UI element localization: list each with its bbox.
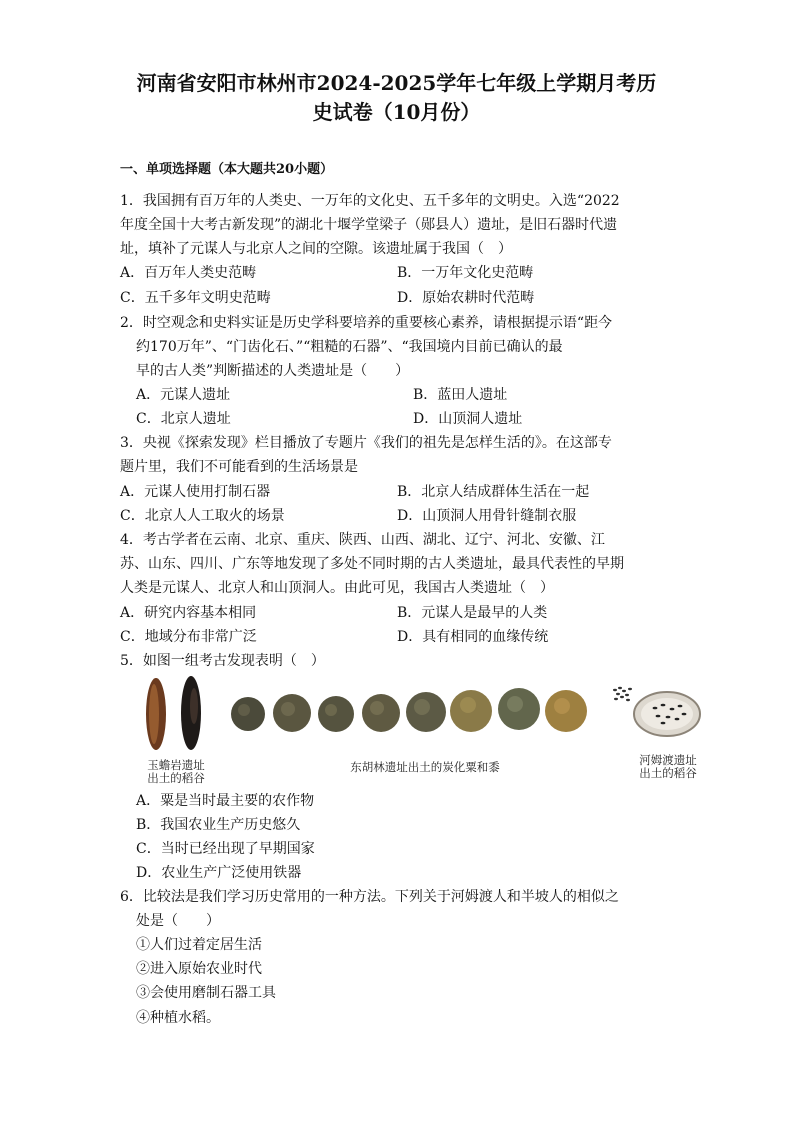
q4-option-b: B．元谋人是最早的人类 xyxy=(397,605,548,621)
q5-option-b: B．我国农业生产历史悠久 xyxy=(136,817,301,833)
q3-option-d: D．山顶洞人用骨针缝制衣服 xyxy=(397,508,577,524)
q5-option-d: D．农业生产广泛使用铁器 xyxy=(136,865,302,881)
q1-option-a: A．百万年人类史范畴 xyxy=(120,265,257,281)
q4-text-2: 苏、山东、四川、广东等地发现了多处不同时期的古人类遗址，最具代表性的早期 xyxy=(120,556,624,572)
q6-text-2: 处是（ ） xyxy=(136,913,220,929)
figure-caption-yuchanyan-2: 出土的稻谷 xyxy=(147,771,205,785)
hemudu-rice-image xyxy=(613,687,700,736)
q4-option-c: C．地域分布非常广泛 xyxy=(120,629,257,645)
q4-option-a: A．研究内容基本相同 xyxy=(120,605,257,621)
q1-option-b: B．一万年文化史范畴 xyxy=(397,265,534,281)
q5-text-1: 5．如图一组考古发现表明（ ） xyxy=(120,653,325,669)
q6-statement-3: ③会使用磨制石器工具 xyxy=(136,985,276,1001)
q2-option-d: D．山顶洞人遗址 xyxy=(413,411,523,427)
figure-caption-yuchanyan-1: 玉蟾岩遗址 xyxy=(147,758,205,772)
q2-option-c: C．北京人遗址 xyxy=(136,411,231,427)
figure-caption-hemudu-1: 河姆渡遗址 xyxy=(639,753,697,767)
q1-option-c: C．五千多年文明史范畴 xyxy=(120,290,271,306)
q4-option-d: D．具有相同的血缘传统 xyxy=(397,629,549,645)
q2-text-1: 2．时空观念和史料实证是历史学科要培养的重要核心素养，请根据提示语“距今 xyxy=(120,315,613,331)
yuchanyan-rice-grains-image xyxy=(146,676,201,750)
q3-text-2: 题片里，我们不可能看到的生活场景是 xyxy=(120,459,358,475)
q4-text-3: 人类是元谋人、北京人和山顶洞人。由此可见，我国古人类遗址（ ） xyxy=(120,580,554,596)
archaeology-figure xyxy=(130,676,710,766)
q2-option-a: A．元谋人遗址 xyxy=(136,387,231,403)
q1-text-2: 年度全国十大考古新发现”的湖北十堰学堂梁子（郧县人）遗址，是旧石器时代遗 xyxy=(120,217,618,233)
q3-option-c: C．北京人人工取火的场景 xyxy=(120,508,285,524)
section-heading: 一、单项选择题（本大题共20小题） xyxy=(120,162,334,177)
q6-text-1: 6．比较法是我们学习历史常用的一种方法。下列关于河姆渡人和半坡人的相似之 xyxy=(120,889,619,905)
figure-caption-donghulin: 东胡林遗址出土的炭化粟和黍 xyxy=(350,760,500,774)
q3-text-1: 3．央视《探索发现》栏目播放了专题片《我们的祖先是怎样生活的》。在这部专 xyxy=(120,435,612,451)
q1-option-d: D．原始农耕时代范畴 xyxy=(397,290,535,306)
q2-text-3: 早的古人类”判断描述的人类遗址是（ ） xyxy=(136,363,410,379)
q6-statement-1: ①人们过着定居生活 xyxy=(136,937,262,953)
donghulin-millet-image xyxy=(231,688,587,732)
q5-option-a: A．粟是当时最主要的农作物 xyxy=(136,793,315,809)
q2-text-2: 约170万年”、“门齿化石、”“粗糙的石器”、“我国境内目前已确认的最 xyxy=(136,339,563,355)
q1-text-1: 1．我国拥有百万年的人类史、一万年的文化史、五千多年的文明史。入选“2022 xyxy=(120,193,620,209)
title-line-2: 史试卷（10月份） xyxy=(312,100,481,124)
q6-statement-2: ②进入原始农业时代 xyxy=(136,961,262,977)
q6-statement-4: ④种植水稻。 xyxy=(136,1010,220,1026)
q3-option-a: A．元谋人使用打制石器 xyxy=(120,484,271,500)
q4-text-1: 4．考古学者在云南、北京、重庆、陕西、山西、湖北、辽宁、河北、安徽、江 xyxy=(120,532,605,548)
figure-caption-hemudu-2: 出土的稻谷 xyxy=(639,766,697,780)
q1-text-3: 址，填补了元谋人与北京人之间的空隙。该遗址属于我国（ ） xyxy=(120,241,512,257)
q3-option-b: B．北京人结成群体生活在一起 xyxy=(397,484,590,500)
q5-option-c: C．当时已经出现了早期国家 xyxy=(136,841,315,857)
title-line-1: 河南省安阳市林州市2024-2025学年七年级上学期月考历 xyxy=(136,71,657,95)
q2-option-b: B．蓝田人遗址 xyxy=(413,387,508,403)
